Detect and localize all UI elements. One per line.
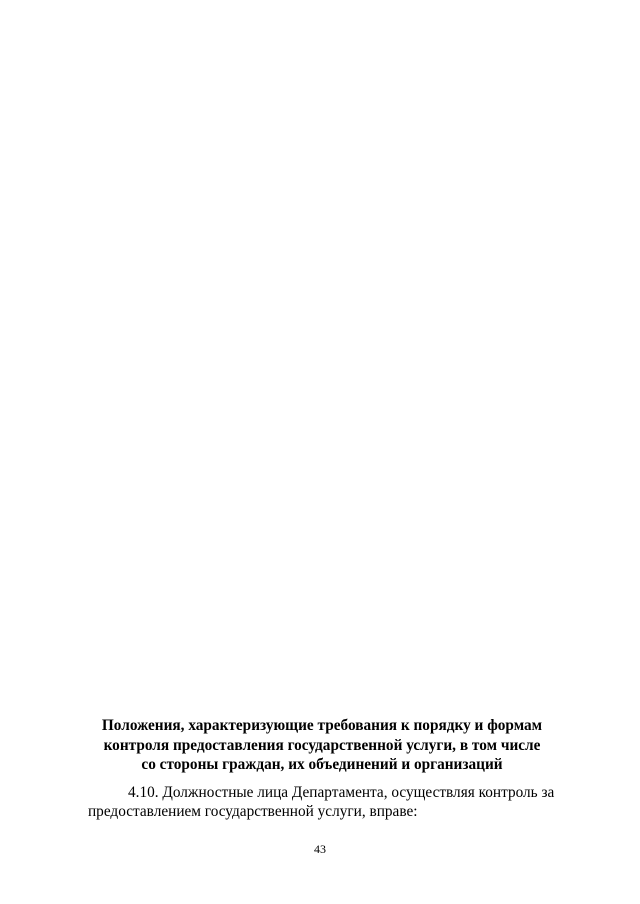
page-number: 43 bbox=[314, 842, 326, 856]
section-heading-line-2: контроля предоставления государственной услуги, в том числе bbox=[103, 736, 541, 754]
paragraph-4-10-line-1: 4.10. Должностные лица Департамента, осуществляя контроль за bbox=[128, 784, 555, 801]
section-heading bbox=[88, 716, 556, 775]
paragraph-4-10 bbox=[88, 784, 596, 821]
section-heading-line-1: Положения, характеризующие требования к порядку и формам bbox=[101, 717, 543, 734]
section-heading-line-3: со стороны граждан, их объединений и организаций bbox=[141, 756, 503, 773]
paragraph-4-10-line-2: предоставлением государственной услуги, вправе: bbox=[88, 802, 418, 820]
